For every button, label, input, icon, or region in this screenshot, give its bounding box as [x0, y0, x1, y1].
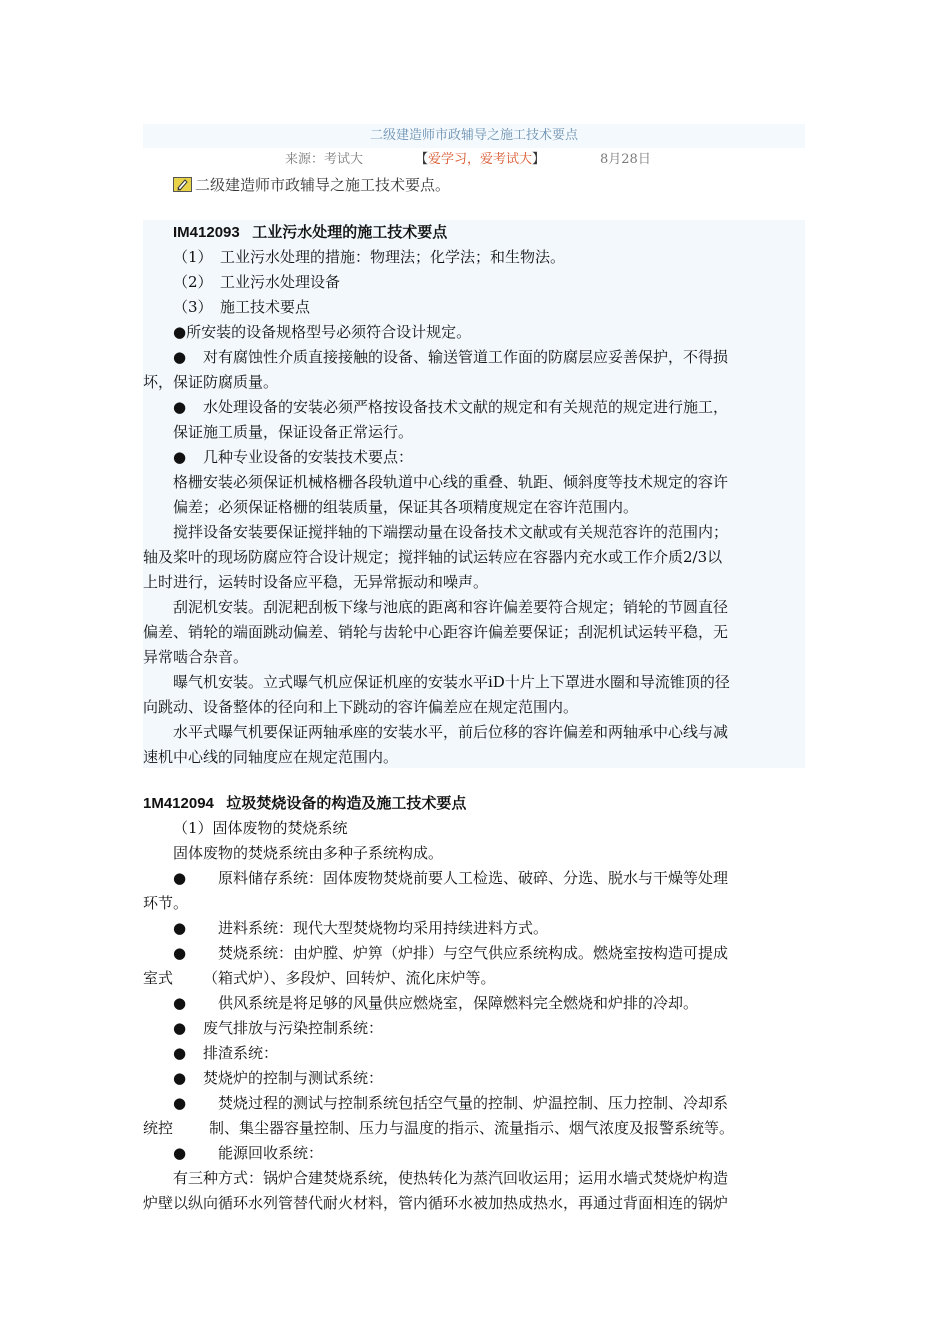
bullet-item [143, 991, 805, 1016]
bullet-item [143, 1066, 805, 1091]
paragraph-line: 有三种方式：锅炉合建焚烧系统，使热转化为蒸汽回收运用；运用水墙式焚烧炉构造 [173, 1169, 729, 1187]
bullet-continuation [143, 1116, 805, 1141]
heading-title: 垃圾焚烧设备的构造及施工技术要点 [226, 795, 467, 812]
heading-code: 1M412094 [143, 795, 214, 812]
bullet-text: 能源回收系统： [218, 1144, 324, 1162]
bullet-text: 进料系统：现代大型焚烧物均采用持续进料方式。 [218, 919, 549, 937]
bullet-text: 对有腐蚀性介质直接接触的设备、输送管道工作面的防腐层应妥善保护，不得损 [203, 348, 729, 366]
bullet-item [143, 1141, 805, 1166]
intro-text: 二级建造师市政辅导之施工技术要点。 [195, 176, 451, 194]
paragraph-line: 格栅安装必须保证机械格栅各段轨道中心线的重叠、轨距、倾斜度等技术规定的容许 [173, 473, 729, 491]
bullet-item [143, 1041, 805, 1066]
slogan-text: 爱学习，爱考试大 [428, 152, 533, 167]
list-item: （1） 工业污水处理的措施：物理法；化学法；和生物法。 [173, 248, 566, 266]
bullet-text: 焚烧炉的控制与测试系统： [203, 1069, 384, 1087]
bullet-text: 室式 [143, 969, 174, 987]
bullet-item [143, 445, 805, 470]
bullet-marker: ● [173, 1044, 187, 1062]
bullet-text: 排渣系统： [203, 1044, 279, 1062]
paragraph-line: 速机中心线的同轴度应在规定范围内。 [143, 748, 399, 766]
bullet-continuation [143, 966, 805, 991]
bullet-marker: ● [173, 994, 187, 1012]
paragraph-line: 上时进行，运转时设备应平稳，无异常振动和噪声。 [143, 573, 489, 591]
publish-date: 8月28日 [600, 152, 651, 167]
pencil-icon [173, 176, 192, 191]
paragraph-line: 固体废物的焚烧系统由多种子系统构成。 [173, 844, 444, 862]
bullet-text: （箱式炉）、多段炉、回转炉、流化床炉等。 [203, 969, 496, 987]
bullet-marker: ● [173, 1019, 187, 1037]
paragraph-line: 异常啮合杂音。 [143, 648, 249, 666]
bullet-item [143, 1091, 805, 1116]
intro-line [173, 174, 450, 196]
bullet-continuation: 坏，保证防腐质量。 [143, 373, 279, 391]
bullet-marker: ● [173, 1144, 187, 1162]
section-waste-incineration [143, 791, 805, 1216]
slogan-link[interactable] [415, 150, 545, 170]
bullet-text: 焚烧过程的测试与控制系统包括空气量的控制、炉温控制、压力控制、冷却系 [218, 1094, 729, 1112]
bullet-marker: ● [173, 944, 187, 962]
bullet-marker: ● [173, 448, 187, 466]
bullet-item [143, 866, 805, 891]
heading-title: 工业污水处理的施工技术要点 [252, 224, 448, 241]
paragraph-line: 炉壁以纵向循环水列管替代耐火材料，管内循环水被加热成热水，再通过背面相连的锅炉 [143, 1194, 729, 1212]
bullet-text: 统控 [143, 1119, 174, 1137]
section-industrial-wastewater [143, 220, 805, 770]
bullet-item [143, 941, 805, 966]
heading-code: IM412093 [173, 224, 240, 241]
paragraph-line: 水平式曝气机要保证两轴承座的安装水平，前后位移的容许偏差和两轴承中心线与减 [173, 723, 729, 741]
bullet-item [143, 1016, 805, 1041]
bullet-marker: ● [173, 1069, 187, 1087]
paragraph-line: 偏差；必须保证格栅的组装质量，保证其各项精度规定在容许范围内。 [173, 498, 639, 516]
subheading: （1）固体废物的焚烧系统 [173, 819, 348, 837]
bullet-continuation: 环节。 [143, 894, 189, 912]
list-item: （2） 工业污水处理设备 [173, 273, 341, 291]
bullet-text: 焚烧系统：由炉膛、炉箅（炉排）与空气供应系统构成。燃烧室按构造可提成 [218, 944, 729, 962]
bullet-item [143, 395, 805, 420]
bracket-open: 【 [415, 152, 429, 167]
bullet-marker: ● [173, 1094, 187, 1112]
bullet-text: 废气排放与污染控制系统： [203, 1019, 384, 1037]
section-heading [143, 220, 805, 245]
bullet-text: 水处理设备的安装必须严格按设备技术文献的规定和有关规范的规定进行施工， [203, 398, 729, 416]
bullet-marker: ● [173, 348, 187, 366]
paragraph-line: 曝气机安装。立式曝气机应保证机座的安装水平iD十片上下罩进水圈和导流锥顶的径 [173, 673, 730, 691]
bullet-text: 原料储存系统：固体废物焚烧前要人工检选、破碎、分选、脱水与干燥等处理 [218, 869, 729, 887]
bullet-marker: ● [173, 398, 187, 416]
paragraph-line: 轴及桨叶的现场防腐应符合设计规定；搅拌轴的试运转应在容器内充水或工作介质2/3以 [143, 548, 723, 566]
bullet-text: 制、集尘器容量控制、压力与温度的指示、流量指示、烟气浓度及报警系统等。 [209, 1119, 735, 1137]
paragraph-line: 向跳动、设备整体的径向和上下跳动的容许偏差应在规定范围内。 [143, 698, 579, 716]
bullet-marker: ● [173, 919, 187, 937]
paragraph-line: 偏差、销轮的端面跳动偏差、销轮与齿轮中心距容许偏差要保证；刮泥机试运转平稳，无 [143, 623, 729, 641]
bullet-text: 供风系统是将足够的风量供应燃烧室，保障燃料完全燃烧和炉排的冷却。 [218, 994, 699, 1012]
bullet-item: ●所安装的设备规格型号必须符合设计规定。 [173, 323, 472, 341]
section-heading [143, 791, 805, 816]
paragraph-line: 搅拌设备安装要保证搅拌轴的下端摆动量在设备技术文献或有关规范容许的范围内； [173, 523, 729, 541]
article-title: 二级建造师市政辅导之施工技术要点 [143, 124, 805, 148]
bracket-close: 】 [532, 152, 546, 167]
source-label: 来源：考试大 [285, 152, 364, 167]
bullet-continuation: 保证施工质量，保证设备正常运行。 [173, 423, 414, 441]
bullet-text: 几种专业设备的安装技术要点： [203, 448, 414, 466]
bullet-marker: ● [173, 869, 187, 887]
paragraph-line: 刮泥机安装。刮泥耙刮板下缘与池底的距离和容许偏差要符合规定；销轮的节圆直径 [173, 598, 729, 616]
bullet-item [143, 916, 805, 941]
article-meta [143, 150, 805, 170]
list-item: （3） 施工技术要点 [173, 298, 311, 316]
bullet-item [143, 345, 805, 370]
